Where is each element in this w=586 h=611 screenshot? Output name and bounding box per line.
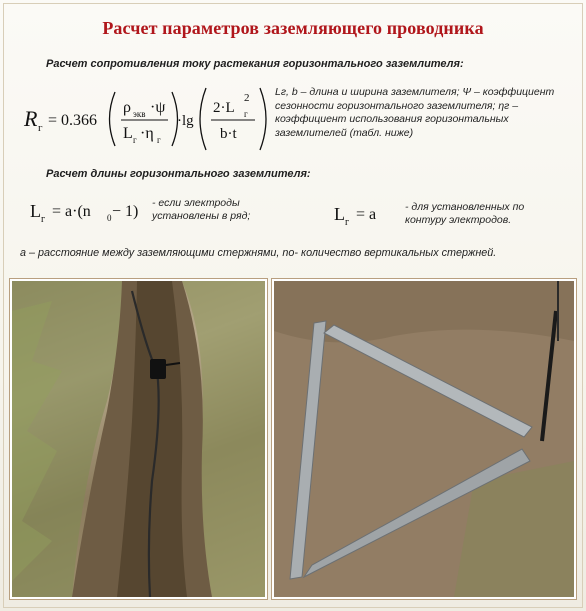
formula-den-L-sub: г [133,135,137,145]
contour-lhs: L [334,204,345,224]
length-contour-svg [332,196,402,230]
paren-right-2 [260,88,266,150]
formula-num2: 2·L [213,100,235,116]
section-length-heading: Расчет длины горизонтального заземлителя: [46,168,311,180]
formula-den-L: L [123,125,133,142]
formula-lhs: R [24,106,38,131]
paren-left-1 [110,92,116,146]
trench-photo [10,279,267,599]
length-condition-contour: - для установленных по контуру электродов. [405,201,525,226]
triangle-ground-loop-photo [272,279,576,599]
footnote: a – расстояние между заземляющими стержнями, nо- количество вертикальных стержней. [20,247,497,259]
length-formula-row [28,193,168,227]
page-title: Расчет параметров заземляющего проводника [102,18,484,38]
length-rhs: = a·(n [52,203,91,220]
formula-den2: b·t [220,126,237,142]
formula-note: Lг, b – длина и ширина заземлителя; Ψ – коэффициент сезонности горизонтального заземлителя; ηг – коэффициент использования горизонтальных заземлителей (табл. ниже) [275,86,555,139]
clamp [150,359,166,379]
triangle-photo-svg [274,281,574,597]
length-rhs-sub: 0 [107,213,112,223]
paren-left-2 [200,88,206,150]
contour-lhs-sub: г [345,217,350,228]
formula-lg: ·lg [177,113,194,129]
section-resistance-heading: Расчет сопротивления току растекания горизонтального заземлителя: [46,58,464,70]
trench-photo-svg [12,281,265,597]
length-condition-row: - если электроды установлены в ряд; [152,197,251,222]
length-lhs: L [30,201,41,221]
resistance-formula-svg [22,82,272,156]
length-formula-contour [332,196,402,230]
formula-lhs-sub: г [38,122,43,134]
formula-psi: ·ψ [150,99,166,116]
formula-den-eta-sub: г [157,135,161,145]
contour-rhs: = a [356,206,377,223]
formula-num2-sup: 2 [244,92,250,104]
length-formula-svg [28,193,168,227]
resistance-formula [22,82,272,156]
formula-coef: = 0.366 [48,112,98,129]
formula-den-eta: ·η [140,125,154,142]
formula-rho-sub: экв [133,109,146,119]
length-lhs-sub: г [41,214,46,225]
length-rhs-tail: − 1) [112,203,139,220]
formula-num2-sub: г [244,109,248,119]
formula-rho: ρ [123,99,131,116]
